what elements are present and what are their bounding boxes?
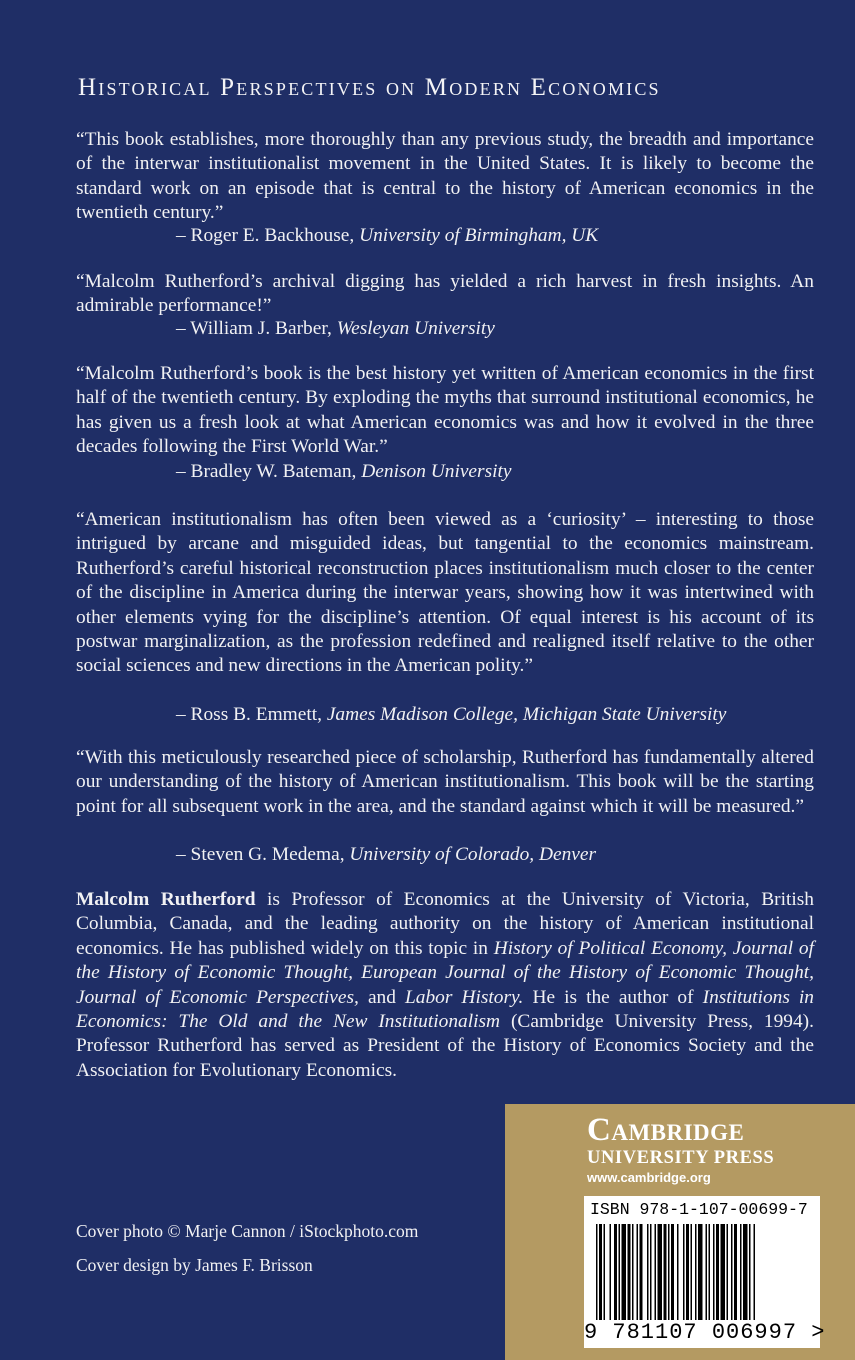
attribution-bateman bbox=[176, 460, 512, 484]
barcode-bar bbox=[637, 1224, 639, 1320]
barcode-bar bbox=[622, 1224, 627, 1320]
isbn-label: ISBN 978-1-107-00699-7 bbox=[590, 1200, 808, 1219]
attribution-author: – Steven G. Medema, bbox=[176, 844, 350, 865]
attribution-author: – Ross B. Emmett, bbox=[176, 704, 327, 725]
bio-text: (Cambridge University Press, 1994). Professor Rutherford has served as President of the History of Economics Society and the Association for Evolutionary Economics. bbox=[76, 1011, 814, 1081]
attribution-author: – Bradley W. Bateman, bbox=[176, 461, 362, 482]
barcode-bar bbox=[731, 1224, 733, 1320]
publisher-panel bbox=[505, 1104, 855, 1360]
isbn-barcode bbox=[584, 1196, 826, 1348]
barcode-bar bbox=[749, 1224, 751, 1320]
attribution-affiliation: James Madison College, Michigan State University bbox=[326, 704, 727, 725]
barcode-bar bbox=[740, 1224, 742, 1320]
quote-barber: “Malcolm Rutherford’s archival digging has yielded a rich harvest in fresh insights. An admirable performance!” bbox=[76, 271, 814, 317]
barcode-bar bbox=[683, 1224, 685, 1320]
barcode-bar bbox=[614, 1224, 617, 1320]
barcode-bar bbox=[671, 1224, 674, 1320]
attribution-emmett bbox=[176, 703, 726, 727]
bio-journal: Labor History. bbox=[405, 986, 524, 1008]
barcode-bar bbox=[686, 1224, 689, 1320]
barcode-digits: 9 781107 006997 > bbox=[584, 1320, 826, 1345]
barcode-bars bbox=[596, 1224, 808, 1320]
attribution-medema bbox=[176, 843, 596, 867]
attribution-affiliation: University of Colorado, Denver bbox=[349, 844, 597, 865]
barcode-bar bbox=[658, 1224, 663, 1320]
attribution-backhouse bbox=[176, 224, 598, 248]
barcode-bar bbox=[727, 1224, 729, 1320]
quote-emmett: “American institutionalism has often been viewed as a ‘curiosity’ – interesting to those intrigued by arcane and misguided ideas, but tangential to the economics mainstream. Rutherford’s careful historical reconstruction places institutionalism much closer to the center of the discipline in America during the interwar years, showing how it was intertwined with other elements vying for the discipline’s attention. Of equal interest is his account of its postwar marginalization, as the profession redefined and realigned itself relative to the other social sciences and new directions in the American polity.” bbox=[76, 509, 814, 677]
barcode-bar bbox=[619, 1224, 621, 1320]
publisher-name: Cambridge bbox=[587, 1112, 745, 1148]
barcode-bar bbox=[716, 1224, 719, 1320]
barcode-bar bbox=[691, 1224, 693, 1320]
bio-text: and bbox=[358, 986, 405, 1008]
barcode-bar bbox=[734, 1224, 737, 1320]
quote-medema: “With this meticulously researched piece of scholarship, Rutherford has fundamentally altered our understanding of the history of American institutionalism. This book will be the starting point for all subsequent work in the area, and the standard against which it will be measured.” bbox=[76, 747, 814, 817]
barcode-bar bbox=[599, 1224, 602, 1320]
bio-text: He is the author of bbox=[523, 986, 703, 1008]
attribution-affiliation: Denison University bbox=[361, 461, 512, 482]
quote-backhouse: “This book establishes, more thoroughly than any previous study, the breadth and importance of the interwar institutionalist movement in the United States. It is likely to become the standard work on an episode that is central to the history of American economics in the twentieth century.” bbox=[76, 129, 814, 224]
series-title: Historical Perspectives on Modern Economics bbox=[78, 74, 661, 101]
barcode-bar bbox=[664, 1224, 667, 1320]
barcode-bar bbox=[695, 1224, 697, 1320]
barcode-bar bbox=[721, 1224, 726, 1320]
barcode-bar bbox=[647, 1224, 649, 1320]
barcode-bar bbox=[754, 1224, 756, 1320]
barcode-bar bbox=[706, 1224, 708, 1320]
bio-journals: History of Political Economy, Journal of the History of Economic Thought, European Journal of the History of Economic Thought, Journal of Economic Perspectives, bbox=[76, 937, 814, 1008]
attribution-author: – Roger E. Backhouse, bbox=[176, 225, 360, 246]
barcode-bar bbox=[628, 1224, 631, 1320]
attribution-author: – William J. Barber, bbox=[176, 318, 337, 339]
attribution-barber bbox=[176, 317, 495, 341]
photo-credit: Cover photo © Marje Cannon / iStockphoto.com bbox=[76, 1221, 419, 1241]
barcode-bar bbox=[713, 1224, 715, 1320]
attribution-affiliation: Wesleyan University bbox=[336, 318, 495, 339]
barcode-bar bbox=[709, 1224, 711, 1320]
barcode-bar bbox=[677, 1224, 679, 1320]
attribution-affiliation: University of Birmingham, UK bbox=[359, 225, 599, 246]
barcode-bar bbox=[698, 1224, 703, 1320]
barcode-bar bbox=[604, 1224, 606, 1320]
barcode-bar bbox=[610, 1224, 612, 1320]
publisher-url: www.cambridge.org bbox=[587, 1170, 711, 1185]
bio-text: is Professor of Economics at the University of Victoria, British Columbia, Canada, and the leading authority on the history of American institutional economics. He has published widely on this topic in bbox=[76, 889, 814, 959]
barcode-bar bbox=[650, 1224, 652, 1320]
design-credit: Cover design by James F. Brisson bbox=[76, 1255, 313, 1275]
barcode-bar bbox=[655, 1224, 657, 1320]
author-name: Malcolm Rutherford bbox=[76, 889, 256, 910]
barcode-bar bbox=[640, 1224, 643, 1320]
author-bio bbox=[76, 888, 814, 1083]
barcode-bar bbox=[596, 1224, 598, 1320]
barcode-bar bbox=[632, 1224, 634, 1320]
publisher-subtitle: UNIVERSITY PRESS bbox=[587, 1148, 775, 1168]
quote-bateman: “Malcolm Rutherford’s book is the best history yet written of American economics in the first half of the twentieth century. By exploding the myths that surround institutional economics, he has given us a fresh look at what American economics was and how it evolved in the three decades following the First World War.” bbox=[76, 363, 814, 458]
barcode-bar bbox=[668, 1224, 670, 1320]
barcode-bar bbox=[743, 1224, 748, 1320]
bio-book-title: Institutions in Economics: The Old and the New Institutionalism bbox=[76, 986, 815, 1033]
